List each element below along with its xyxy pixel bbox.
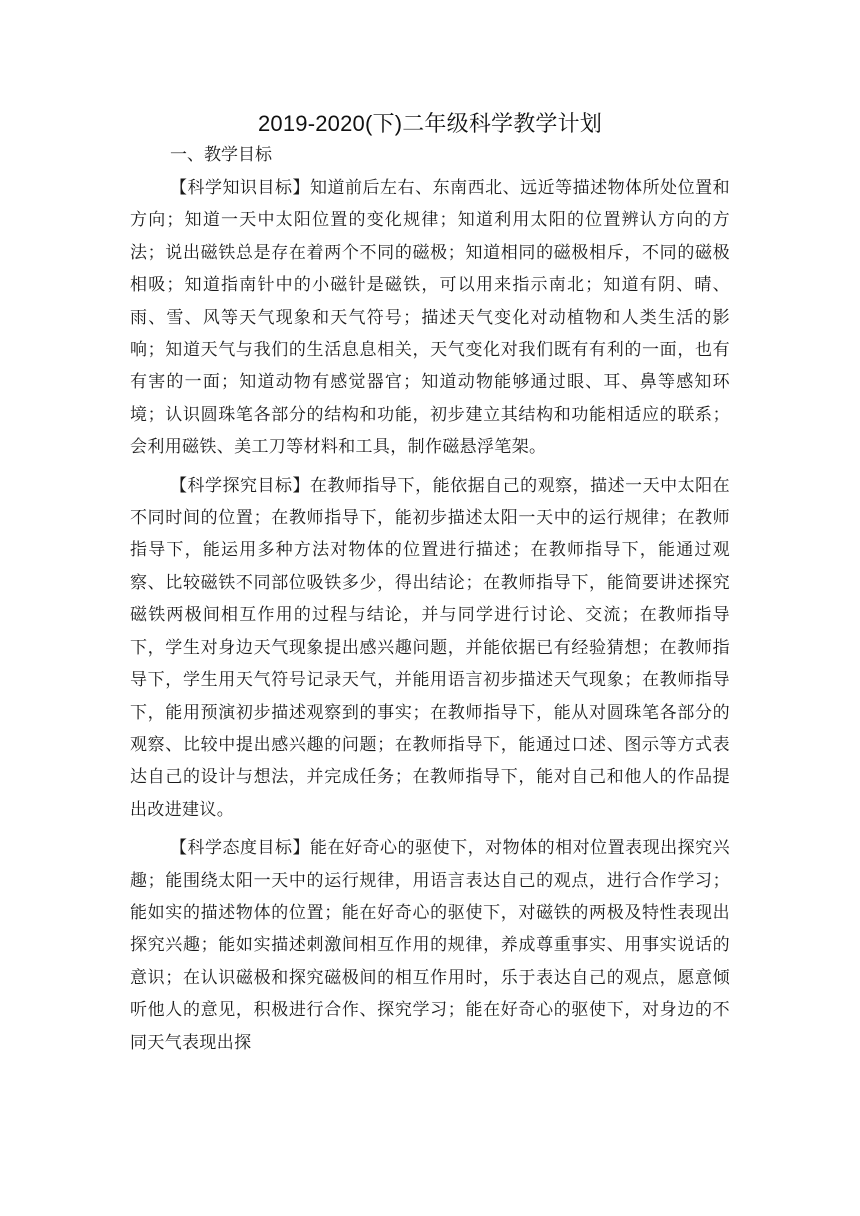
paragraph-attitude-goals: 【科学态度目标】能在好奇心的驱使下，对物体的相对位置表现出探究兴趣；能围绕太阳一天中的运行规律，用语言表达自己的观点，进行合作学习；能如实的描述物体的位置；能在好奇心的驱使下，对磁铁的两极及特性表现出探究兴趣；能如实描述刺激间相互作用的规律，养成尊重事实、用事实说话的意识；在认识磁极和探究磁极间的相互作用时，乐于表达自己的观点，愿意倾听他人的意见，积极进行合作、探究学习；能在好奇心的驱使下，对身边的不同天气表现出探 [130,838,730,1053]
paragraph-knowledge-goals: 【科学知识目标】知道前后左右、东南西北、远近等描述物体所处位置和方向；知道一天中太阳位置的变化规律；知道利用太阳的位置辨认方向的方法；说出磁铁总是存在着两个不同的磁极；知道相同的磁极相斥，不同的磁极相吸；知道指南针中的小磁针是磁铁，可以用来指示南北；知道有阴、晴、雨、雪、风等天气现象和天气符号；描述天气变化对动植物和人类生活的影响；知道天气与我们的生活息息相关，天气变化对我们既有有利的一面，也有有害的一面；知道动物有感觉器官；知道动物能够通过眼、耳、鼻等感知环境；认识圆珠笔各部分的结构和功能，初步建立其结构和功能相适应的联系；会利用磁铁、美工刀等材料和工具，制作磁悬浮笔架。 [130,178,730,458]
document-body [130,108,730,1059]
paragraph-inquiry-goals: 【科学探究目标】在教师指导下，能依据自己的观察，描述一天中太阳在不同时间的位置；在教师指导下，能初步描述太阳一天中的运行规律；在教师指导下，能运用多种方法对物体的位置进行描述；在教师指导下，能通过观察、比较磁铁不同部位吸铁多少，得出结论；在教师指导下，能简要讲述探究磁铁两极间相互作用的过程与结论，并与同学进行讨论、交流；在教师指导下，学生对身边天气现象提出感兴趣问题，并能依据已有经验猜想；在教师指导下，学生用天气符号记录天气，并能用语言初步描述天气现象；在教师指导下，能用预演初步描述观察到的事实；在教师指导下，能从对圆珠笔各部分的观察、比较中提出感兴趣的问题；在教师指导下，能通过口述、图示等方式表达自己的设计与想法，并完成任务；在教师指导下，能对自己和他人的作品提出改进建议。 [130,475,730,820]
section-heading-teaching-goals: 一、教学目标 [170,145,272,165]
document-title: 2019-2020(下)二年级科学教学计划 [257,111,603,136]
